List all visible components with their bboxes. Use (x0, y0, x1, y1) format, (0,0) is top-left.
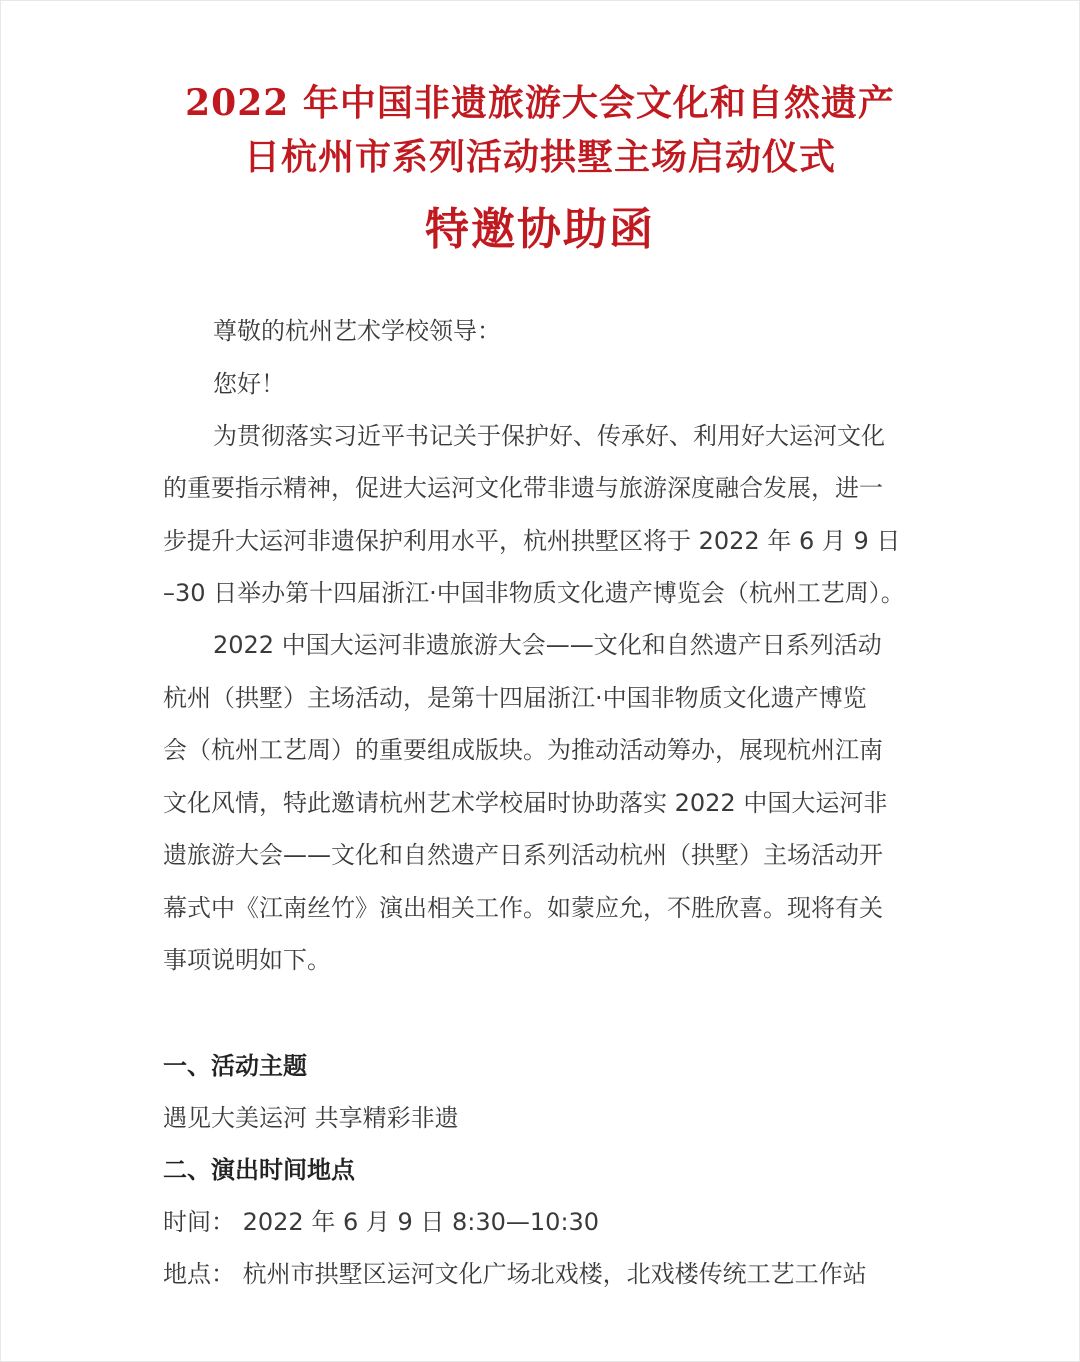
greeting: 您好！ (213, 370, 285, 398)
paragraph1-line-3: 步提升大运河非遗保护利用水平，杭州拱墅区将于 2022 年 6 月 9 日 (163, 527, 901, 555)
section-time-place-heading: 二、演出时间地点 (163, 1156, 355, 1184)
paragraph2-line-5: 遗旅游大会——文化和自然遗产日系列活动杭州（拱墅）主场活动开 (163, 841, 883, 869)
paragraph1-line-4: –30 日举办第十四届浙江·中国非物质文化遗产博览会（杭州工艺周）。 (163, 579, 905, 607)
place-text: 地点： 杭州市拱墅区运河文化广场北戏楼，北戏楼传统工艺工作站 (163, 1260, 867, 1288)
paragraph1-line-2: 的重要指示精神，促进大运河文化带非遗与旅游深度融合发展，进一 (163, 474, 883, 502)
paragraph2-line-4: 文化风情，特此邀请杭州艺术学校届时协助落实 2022 中国大运河非 (163, 789, 888, 817)
section-theme-text: 遇见大美运河 共享精彩非遗 (163, 1104, 459, 1132)
paragraph2-line-3: 会（杭州工艺周）的重要组成版块。为推动活动筹办，展现杭州江南 (163, 736, 883, 764)
paragraph2-line-6: 幕式中《江南丝竹》演出相关工作。如蒙应允，不胜欣喜。现将有关 (163, 894, 883, 922)
time-text: 时间： 2022 年 6 月 9 日 8:30—10:30 (163, 1208, 600, 1236)
paragraph1-line-1: 为贯彻落实习近平书记关于保护好、传承好、利用好大运河文化 (213, 422, 885, 450)
title-line-2: 日杭州市系列活动拱墅主场启动仪式 (243, 136, 836, 178)
section-theme-heading: 一、活动主题 (163, 1052, 307, 1080)
paragraph2-line-7: 事项说明如下。 (163, 946, 331, 974)
paragraph2-line-1: 2022 中国大运河非遗旅游大会——文化和自然遗产日系列活动 (213, 631, 882, 659)
paragraph2-line-2: 杭州（拱墅）主场活动，是第十四届浙江·中国非物质文化遗产博览 (163, 684, 867, 712)
salutation: 尊敬的杭州艺术学校领导： (213, 317, 501, 345)
document-title: 特邀协助函 (425, 204, 655, 255)
title-line-1: 2022 年中国非遗旅游大会文化和自然遗产 (185, 82, 895, 124)
